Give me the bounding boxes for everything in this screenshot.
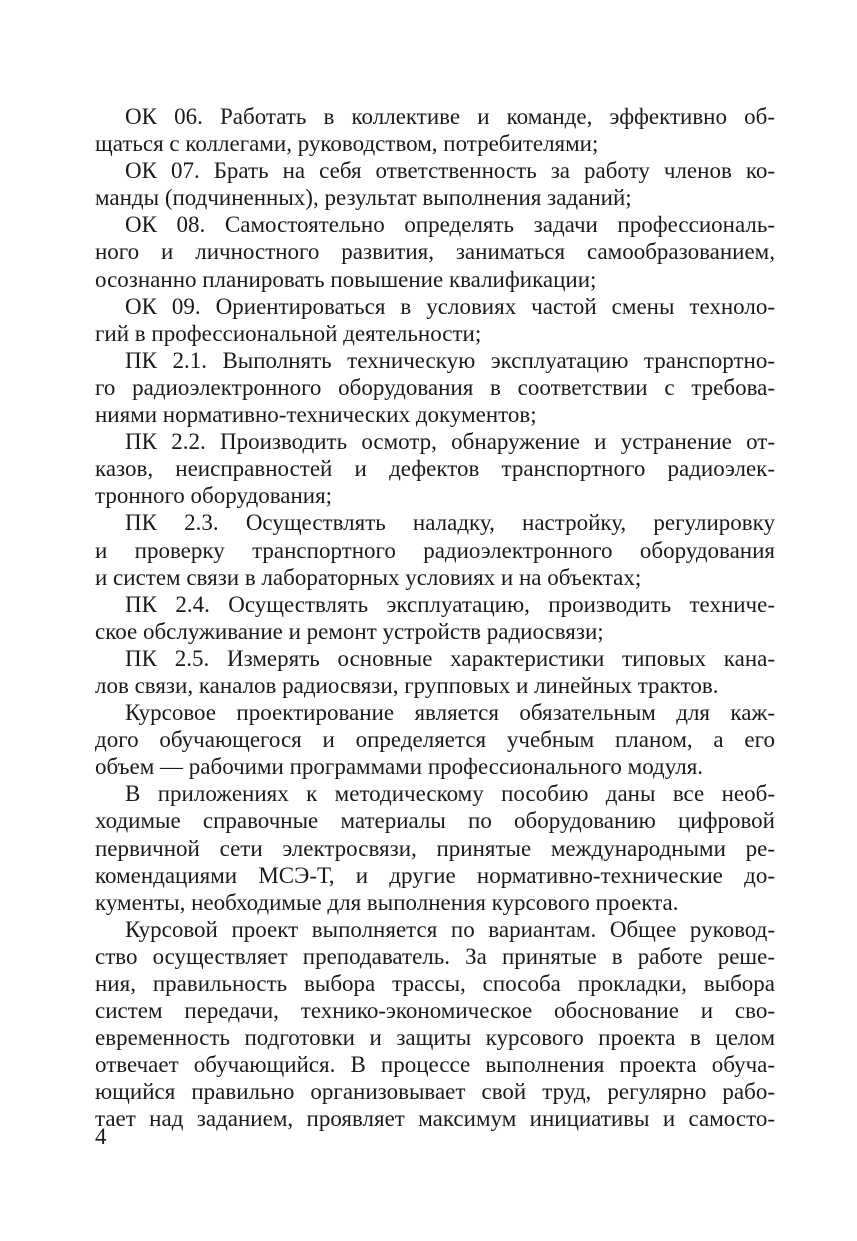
text-line: манды (подчиненных), результат выполнения заданий; [95, 185, 632, 211]
text-line: ПК 2.5. Измерять основные характеристики типовых кана- [125, 645, 775, 671]
text-line: ющийся правильно организовывает свой труд, регулярно рабо- [95, 1079, 775, 1105]
text-line: тает над заданием, проявляет максимум инициативы и самосто- [95, 1106, 775, 1132]
text-line: ОК 08. Самостоятельно определять задачи профессиональ- [125, 212, 775, 238]
text-line: ниями нормативно-технических документов; [95, 402, 537, 428]
text-line: Курсовой проект выполняется по вариантам. Общее руковод- [125, 916, 775, 942]
text-line: и систем связи в лабораторных условиях и на объектах; [95, 564, 642, 590]
text-line: отвечает обучающийся. В процессе выполнения проекта обуча- [95, 1052, 775, 1078]
text-line: комендациями МСЭ-Т, и другие нормативно-технические до- [95, 862, 775, 888]
text-line: евременность подготовки и защиты курсового проекта в целом [95, 1025, 775, 1051]
text-line: гий в профессиональной деятельности; [95, 320, 482, 346]
text-line: ОК 06. Работать в коллективе и команде, эффективно об- [125, 104, 775, 129]
text-line: ОК 09. Ориентироваться в условиях частой смены техноло- [125, 293, 775, 319]
text-line: ПК 2.2. Производить осмотр, обнаружение и устранение от- [125, 429, 775, 455]
paragraph [95, 780, 775, 915]
text-line: дого обучающегося и определяется учебным планом, а его [95, 727, 775, 753]
text-line: Курсовое проектирование является обязательным для каж- [125, 700, 775, 726]
text-line: ПК 2.3. Осуществлять наладку, настройку, регулировку [125, 510, 775, 536]
paragraph [95, 293, 775, 347]
text-line: ское обслуживание и ремонт устройств радиосвязи; [95, 618, 604, 644]
paragraph [95, 509, 775, 590]
text-line: осознанно планировать повышение квалификации; [95, 266, 597, 292]
paragraph [95, 645, 775, 699]
text-line: ПК 2.4. Осуществлять эксплуатацию, производить техниче- [125, 591, 775, 617]
text-line: го радиоэлектронного оборудования в соответствии с требова- [95, 374, 775, 400]
text-line: казов, неисправностей и дефектов транспортного радиоэлек- [95, 456, 775, 482]
text-line: ОК 07. Брать на себя ответственность за работу членов ко- [125, 158, 775, 184]
text-line: лов связи, каналов радиосвязи, групповых и линейных трактов. [95, 672, 719, 698]
text-line: объем — рабочими программами профессионального модуля. [95, 754, 704, 780]
paragraph [95, 428, 775, 509]
paragraph [95, 157, 775, 211]
text-line: ПК 2.1. Выполнять техническую эксплуатацию транспортно- [125, 347, 775, 373]
paragraph [95, 591, 775, 645]
text-line: первичной сети электросвязи, принятые международными ре- [95, 835, 775, 861]
paragraph [95, 347, 775, 428]
text-line: В приложениях к методическому пособию даны все необ- [125, 781, 775, 807]
text-line: кументы, необходимые для выполнения курсового проекта. [95, 889, 679, 915]
page-number: 4 [95, 1124, 107, 1149]
body-text [95, 103, 775, 1133]
text-line: щаться с коллегами, руководством, потребителями; [95, 131, 599, 157]
text-line: систем передачи, технико-экономическое обоснование и сво- [95, 998, 775, 1024]
text-line: ного и личностного развития, заниматься самообразованием, [95, 239, 775, 265]
text-line: тронного оборудования; [95, 483, 333, 509]
text-line: ния, правильность выбора трассы, способа прокладки, выбора [95, 971, 775, 996]
paragraph [95, 916, 775, 1133]
paragraph [95, 211, 775, 292]
text-line: ство осуществляет преподаватель. За принятые в работе реше- [95, 943, 775, 969]
text-line: и проверку транспортного радиоэлектронного оборудования [95, 537, 775, 563]
paragraph [95, 103, 775, 157]
text-line: ходимые справочные материалы по оборудованию цифровой [95, 808, 775, 834]
paragraph [95, 699, 775, 780]
